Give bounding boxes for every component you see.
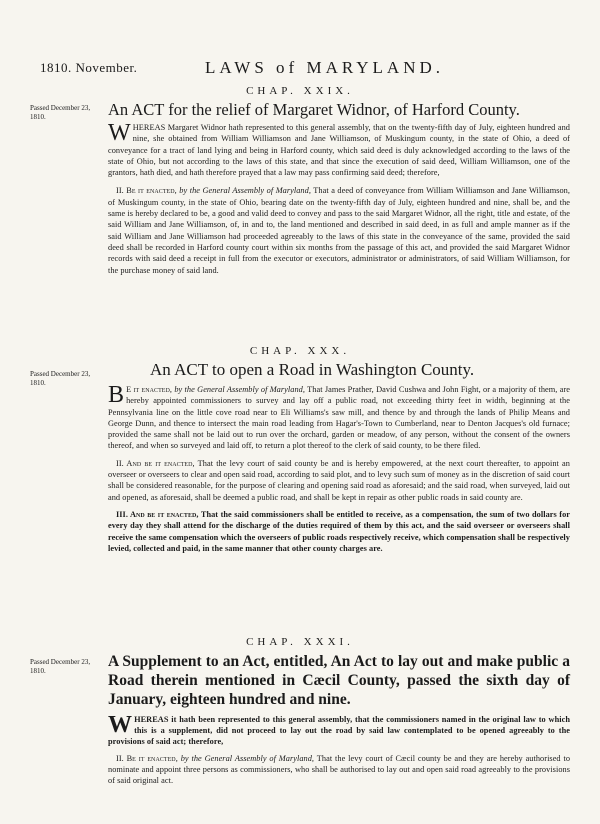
running-header <box>40 60 570 82</box>
header-date: 1810. November. <box>40 60 138 75</box>
margin-note: Passed December 23, 1810. <box>30 370 91 387</box>
chapter-heading: CHAP. XXXI. <box>246 636 354 648</box>
act-body <box>108 384 570 554</box>
enacting-lead: E it enacted, <box>126 385 173 394</box>
section-text: That the levy court of Cæcil county be and they are hereby authorised to nominate and appoint three persons as commissioners, who shall be authorised to lay out and open said road agreeably to the provisions of said original act. <box>108 754 571 785</box>
enacting-authority: by the General Assembly of Maryland, <box>174 385 305 394</box>
preamble-text: HEREAS it hath been represented to this general assembly, that the commissioners named in the original law to which this is a supplement, did not proceed to lay out the road by said law contemplated to be opened agreeably to the provisions of said act; therefore, <box>108 715 570 746</box>
enacting-lead: II. Be it enacted, <box>116 754 178 763</box>
act-title: An ACT for the relief of Margaret Widnor, of Harford County. <box>108 100 520 119</box>
section-text: That the levy court of said county be and is hereby empowered, at the next court thereafter, to appoint an overseer or overseers to clear and open said road, according to said plot, and to levy such sum of money as in the discretion of said court shall be considered reasonable, for the purpose of clearing and opening said road as aforesaid; and the said road, when surveyed, laid out and opened, as aforesaid, shall be deemed a public road, and shall be kept in repair as other public roads in said county are. <box>108 458 570 502</box>
drop-cap: W <box>108 120 131 146</box>
enacting-authority: by the General Assembly of Maryland, <box>179 186 311 196</box>
act-body <box>108 122 570 276</box>
margin-note: Passed December 23, 1810. <box>30 658 91 675</box>
drop-cap: B <box>108 382 125 408</box>
chapter-heading: CHAP. XXX. <box>249 345 351 357</box>
drop-cap: W <box>108 712 133 738</box>
chapter-heading: CHAP. XXIX. <box>246 85 354 97</box>
margin-note: Passed December 23, 1810. <box>30 104 91 121</box>
header-title: LAWS of MARYLAND. <box>205 58 444 77</box>
enacting-lead: II. Be it enacted, <box>116 186 177 196</box>
enacting-authority: by the General Assembly of Maryland, <box>180 754 315 763</box>
section-text: That a deed of conveyance from William Williamson and Jane Williamson, of Muskingum county, in the state of Ohio, bearing date on the twenty-fifth day of July, eighteen hundred and nine, shall be, and the same is hereby declared to be, a good and valid deed to convey and pass to the said Margaret Widnor, all the right, title and estate, of the said William and Jane Williamson, of, in and to, the land mentioned and described in said deed, in as full and ample manner as if the said William and Jane Williamson had proceeded agreeably to the laws of this state in the conveyance of the same, provided the said deed shall be recorded in Harford county court within six months from the passage of this act, and provided the said Margaret Widnor records with said deed a receipt in full from the executor or executors, administrator or administrators, of said William Williamson, for the purchase money of said land. <box>108 186 571 275</box>
enacting-lead: III. And be it enacted, <box>116 509 199 519</box>
act-title: A Supplement to an Act, entitled, An Act to lay out and make public a Road therein mentioned in Cæcil County, passed the sixth day of January, eighteen hundred and nine. <box>108 653 570 708</box>
act-body <box>108 714 570 786</box>
act-title: An ACT to open a Road in Washington County. <box>150 360 475 379</box>
section-text: That the said commissioners shall be entitled to receive, as a compensation, the sum of two dollars for every day they shall attend for the discharge of the duties required of them by this act, and the said overseer or overseers shall receive the same compensation which the overseers of public roads respectively receive, which compensation shall be respectively levied, collected and paid, in the same manner that other county charges are. <box>108 509 570 553</box>
preamble-text: HEREAS Margaret Widnor hath represented to this general assembly, that on the twenty-fifth day of July, eighteen hundred and nine, she obtained from William Williamson and Jane Williamson, of Muskingum county, in the state of Ohio, a deed of conveyance for a tract of land lying and being in Harford county, which said deed is duly acknowledged according to the laws of the state of Ohio, but not according to the laws of this state, and that since the execution of said deed, William Williamson, one of the grantors, hath died, and hath therefore prayed that a law may pass confirming said deed; therefore, <box>108 123 570 178</box>
section-text: That James Prather, David Cushwa and John Fight, or a majority of them, are hereby appointed commissioners to survey and lay off a public road, not exceeding thirty feet in width, beginning at the Pennsylvania line on the little cove road near to Eli Williams's saw mill, and thence by and through the lands of Philip Means and George Dunn, and thence to intersect the main road leading from Hagar's-Town to Cumberland, near to Denton Jacques's old furnace; provided the same shall not be laid out to run over the orchard, garden or meadow, of any person, without the consent of the owners thereof, and when so surveyed and laid off, to return a plot thereof to the clerk of said county, to be there filed. <box>108 385 570 451</box>
enacting-lead: II. And be it enacted, <box>116 458 195 468</box>
